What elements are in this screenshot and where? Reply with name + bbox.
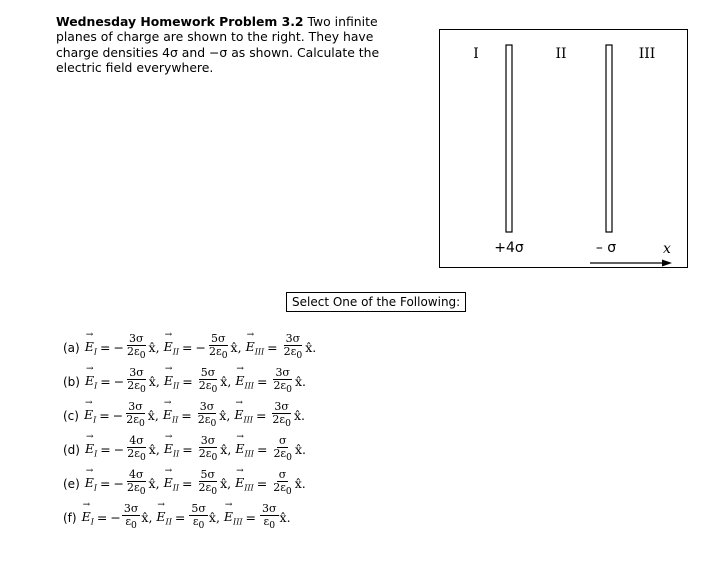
field-vector-symbol: → $E_I$ xyxy=(85,475,97,493)
unit-vector-x-hat: x̂ xyxy=(293,408,302,424)
fraction-numerator: 3σ xyxy=(128,400,143,413)
epsilon-subscript: 0 xyxy=(139,452,146,464)
field-vector-symbol: → $E_{III}$ xyxy=(235,441,254,459)
term-separator: , xyxy=(155,442,160,458)
region-label-2: II xyxy=(555,46,567,62)
field-region-subscript: I xyxy=(93,347,98,357)
unit-vector-x-hat: x̂ xyxy=(208,510,216,526)
unit-vector-x-hat: x̂ xyxy=(220,374,228,390)
x-axis-label: x xyxy=(663,241,671,257)
fraction-numerator: 3σ xyxy=(285,332,301,345)
equals-sign: = xyxy=(100,442,111,458)
epsilon-subscript: 0 xyxy=(139,486,146,498)
fraction xyxy=(282,333,305,362)
field-vector-symbol: → $E_I$ xyxy=(82,509,94,527)
fraction-denominator: $2\varepsilon_0$ xyxy=(126,345,146,362)
fraction xyxy=(125,435,148,464)
field-region-subscript: I xyxy=(94,381,98,391)
equals-sign: = xyxy=(182,374,193,390)
field-vector-symbol: → $E_{II}$ xyxy=(164,339,179,357)
term-separator: , xyxy=(226,408,231,424)
term-separator: . xyxy=(301,408,305,424)
fraction-denominator: $2\varepsilon_0$ xyxy=(283,345,303,362)
fraction-denominator: $\varepsilon_0$ xyxy=(263,515,276,532)
epsilon-subscript: 0 xyxy=(286,384,292,396)
unit-vector-x-hat: x̂ xyxy=(279,510,287,526)
fraction-denominator: $2\varepsilon_0$ xyxy=(127,379,146,396)
term-separator: , xyxy=(227,374,232,390)
choice-label: (f) xyxy=(63,510,77,525)
fraction-numerator: 5σ xyxy=(191,502,206,515)
term-separator: , xyxy=(227,442,232,458)
plane-positive xyxy=(506,45,512,232)
field-vector-symbol: → $E_{III}$ xyxy=(246,339,265,357)
fraction xyxy=(122,503,141,532)
unit-vector-x-hat: x̂ xyxy=(294,476,302,492)
fraction-numerator: σ xyxy=(278,434,287,447)
region-label-1: I xyxy=(473,46,479,62)
epsilon-subscript: 0 xyxy=(286,452,292,464)
field-region-subscript: I xyxy=(93,415,97,425)
field-region-subscript: III xyxy=(244,449,254,459)
fraction xyxy=(197,435,220,464)
field-vector-symbol: → $E_I$ xyxy=(85,373,97,391)
fraction-denominator: $2\varepsilon_0$ xyxy=(127,447,146,464)
fraction xyxy=(270,401,293,430)
fraction xyxy=(197,367,220,396)
equals-sign: = xyxy=(100,374,111,390)
minus-sign: − xyxy=(110,510,121,526)
minus-sign: − xyxy=(112,408,124,424)
plane-negative xyxy=(606,45,612,232)
select-prompt: Select One of the Following: xyxy=(286,292,466,312)
unit-vector-x-hat: x̂ xyxy=(148,476,156,492)
field-region-subscript: III xyxy=(233,517,243,527)
minus-sign: − xyxy=(113,476,125,492)
problem-statement xyxy=(56,14,418,75)
minus-sign: − xyxy=(113,442,125,458)
field-region-subscript: III xyxy=(243,415,253,425)
fraction-numerator: 3σ xyxy=(275,366,290,379)
term-separator: . xyxy=(302,442,307,458)
fraction-numerator: 4σ xyxy=(129,434,144,447)
field-vector-symbol: → $E_{II}$ xyxy=(163,407,178,425)
epsilon-subscript: 0 xyxy=(198,520,205,532)
fraction xyxy=(271,367,294,396)
charge-label-negative: – σ xyxy=(595,240,617,256)
field-region-subscript: II xyxy=(165,517,172,527)
unit-vector-x-hat: x̂ xyxy=(220,476,228,492)
term-separator: , xyxy=(155,374,160,390)
fraction-denominator: $2\varepsilon_0$ xyxy=(273,447,292,464)
field-region-subscript: III xyxy=(254,347,265,357)
fraction-denominator: $2\varepsilon_0$ xyxy=(273,379,292,396)
answer-choice-f[interactable] xyxy=(63,503,295,532)
epsilon-subscript: 0 xyxy=(211,384,218,396)
epsilon-subscript: 0 xyxy=(138,418,145,430)
fraction-denominator: $2\varepsilon_0$ xyxy=(126,413,145,430)
fraction-numerator: 5σ xyxy=(200,366,216,379)
term-separator: . xyxy=(286,510,291,526)
fraction xyxy=(196,401,219,430)
field-vector-symbol: → $E_{III}$ xyxy=(235,475,254,493)
epsilon-subscript: 0 xyxy=(285,418,291,430)
unit-vector-x-hat: x̂ xyxy=(294,374,303,390)
field-region-subscript: I xyxy=(94,449,98,459)
field-vector-symbol: → $E_{II}$ xyxy=(164,475,179,493)
fraction xyxy=(260,503,279,532)
field-vector-symbol: → $E_{III}$ xyxy=(235,373,254,391)
field-region-subscript: II xyxy=(172,449,180,459)
field-region-subscript: III xyxy=(244,381,254,391)
field-vector-symbol: → $E_{III}$ xyxy=(234,407,253,425)
region-label-3: III xyxy=(638,46,656,62)
equals-sign: = xyxy=(100,340,111,356)
epsilon-subscript: 0 xyxy=(269,520,276,532)
choice-label: (c) xyxy=(63,408,79,423)
equals-sign: = xyxy=(100,476,111,492)
term-separator: , xyxy=(237,340,242,356)
field-vector-symbol: → $E_I$ xyxy=(85,339,97,357)
term-separator: , xyxy=(155,340,160,356)
field-vector-symbol: → $E_{II}$ xyxy=(164,441,179,459)
unit-vector-x-hat: x̂ xyxy=(305,340,313,356)
field-vector-symbol: → $E_{II}$ xyxy=(156,509,171,527)
epsilon-subscript: 0 xyxy=(139,350,146,362)
fraction-numerator: 3σ xyxy=(129,366,144,379)
fraction xyxy=(271,435,294,464)
unit-vector-x-hat: x̂ xyxy=(148,374,156,390)
equals-sign: = xyxy=(245,510,257,526)
charge-label-positive: +4σ xyxy=(494,240,524,256)
field-region-subscript: I xyxy=(90,517,94,527)
unit-vector-x-hat: x̂ xyxy=(294,442,303,458)
field-vector-symbol: → $E_I$ xyxy=(85,441,97,459)
unit-vector-x-hat: x̂ xyxy=(219,408,227,424)
choice-label: (d) xyxy=(63,442,80,457)
epsilon-subscript: 0 xyxy=(211,452,218,464)
problem-title: Wednesday Homework Problem 3.2 xyxy=(56,14,304,29)
choice-label: (b) xyxy=(63,374,80,389)
minus-sign: − xyxy=(113,374,125,390)
fraction-numerator: 3σ xyxy=(262,502,277,515)
term-separator: , xyxy=(227,476,232,492)
fraction-denominator: $2\varepsilon_0$ xyxy=(198,481,218,498)
term-separator: . xyxy=(302,374,307,390)
term-separator: , xyxy=(148,510,153,526)
epsilon-subscript: 0 xyxy=(139,384,146,396)
field-region-subscript: II xyxy=(172,381,180,391)
equals-sign: = xyxy=(182,442,193,458)
equals-sign: = xyxy=(267,340,278,356)
answer-choice-c[interactable] xyxy=(63,401,309,430)
fraction-numerator: σ xyxy=(278,468,287,481)
minus-sign: − xyxy=(113,340,124,356)
equals-sign: = xyxy=(174,510,186,526)
fraction-numerator: 3σ xyxy=(199,400,215,413)
fraction xyxy=(124,401,147,430)
term-separator: , xyxy=(215,510,220,526)
fraction-numerator: 3σ xyxy=(200,434,216,447)
equals-sign: = xyxy=(182,340,193,356)
unit-vector-x-hat: x̂ xyxy=(148,442,156,458)
fraction xyxy=(125,333,148,362)
fraction-numerator: 5σ xyxy=(210,332,226,345)
field-region-subscript: I xyxy=(93,483,98,493)
answer-choice-b[interactable] xyxy=(63,367,310,396)
term-separator: , xyxy=(155,476,160,492)
field-region-subscript: II xyxy=(172,483,180,493)
choice-label: (a) xyxy=(63,340,80,355)
epsilon-subscript: 0 xyxy=(221,350,228,362)
field-region-subscript: II xyxy=(171,415,179,425)
fraction xyxy=(271,469,294,498)
fraction-denominator: $2\varepsilon_0$ xyxy=(272,413,291,430)
equals-sign: = xyxy=(256,476,268,492)
fraction-numerator: 4σ xyxy=(129,468,144,481)
equals-sign: = xyxy=(96,510,108,526)
figure-drawing xyxy=(440,30,689,269)
epsilon-subscript: 0 xyxy=(210,418,217,430)
equals-sign: = xyxy=(256,374,268,390)
minus-sign: − xyxy=(195,340,206,356)
term-separator: , xyxy=(154,408,159,424)
unit-vector-x-hat: x̂ xyxy=(148,340,156,356)
fraction xyxy=(125,367,148,396)
fraction-denominator: $2\varepsilon_0$ xyxy=(198,379,218,396)
fraction-denominator: $2\varepsilon_0$ xyxy=(273,481,292,498)
unit-vector-x-hat: x̂ xyxy=(147,408,155,424)
answer-choice-a[interactable] xyxy=(63,333,320,362)
fraction xyxy=(197,469,220,498)
fraction-denominator: $2\varepsilon_0$ xyxy=(198,447,218,464)
term-separator: . xyxy=(301,476,306,492)
problem-text: Two infinite planes of charge are shown to the right. They have charge densities 4σ and −σ as shown. Calculate the electric field everywhere. xyxy=(56,14,380,75)
fraction xyxy=(189,503,208,532)
fraction-denominator: $2\varepsilon_0$ xyxy=(127,481,146,498)
equals-sign: = xyxy=(99,408,110,424)
equals-sign: = xyxy=(182,476,193,492)
fraction-numerator: 3σ xyxy=(274,400,289,413)
x-axis-arrowhead xyxy=(662,260,672,267)
charge-planes-figure xyxy=(439,29,688,268)
answer-choice-e[interactable] xyxy=(63,469,310,498)
field-vector-symbol: → $E_I$ xyxy=(84,407,96,425)
field-region-subscript: II xyxy=(172,347,180,357)
answer-choice-d[interactable] xyxy=(63,435,310,464)
term-separator: . xyxy=(312,340,317,356)
field-vector-symbol: → $E_{II}$ xyxy=(164,373,179,391)
field-region-subscript: III xyxy=(244,483,254,493)
equals-sign: = xyxy=(256,442,268,458)
field-vector-symbol: → $E_{III}$ xyxy=(224,509,243,527)
equals-sign: = xyxy=(255,408,267,424)
epsilon-subscript: 0 xyxy=(211,486,218,498)
unit-vector-x-hat: x̂ xyxy=(220,442,228,458)
fraction xyxy=(125,469,148,498)
unit-vector-x-hat: x̂ xyxy=(141,510,149,526)
fraction-denominator: $2\varepsilon_0$ xyxy=(208,345,228,362)
epsilon-subscript: 0 xyxy=(131,520,137,532)
fraction xyxy=(207,333,230,362)
unit-vector-x-hat: x̂ xyxy=(230,340,238,356)
fraction-denominator: $2\varepsilon_0$ xyxy=(197,413,217,430)
fraction-denominator: $\varepsilon_0$ xyxy=(192,515,205,532)
fraction-numerator: 5σ xyxy=(200,468,216,481)
fraction-denominator: $\varepsilon_0$ xyxy=(125,515,137,532)
fraction-numerator: 3σ xyxy=(123,502,139,515)
equals-sign: = xyxy=(181,408,192,424)
choice-label: (e) xyxy=(63,476,80,491)
epsilon-subscript: 0 xyxy=(296,350,303,362)
epsilon-subscript: 0 xyxy=(285,486,292,498)
fraction-numerator: 3σ xyxy=(128,332,144,345)
